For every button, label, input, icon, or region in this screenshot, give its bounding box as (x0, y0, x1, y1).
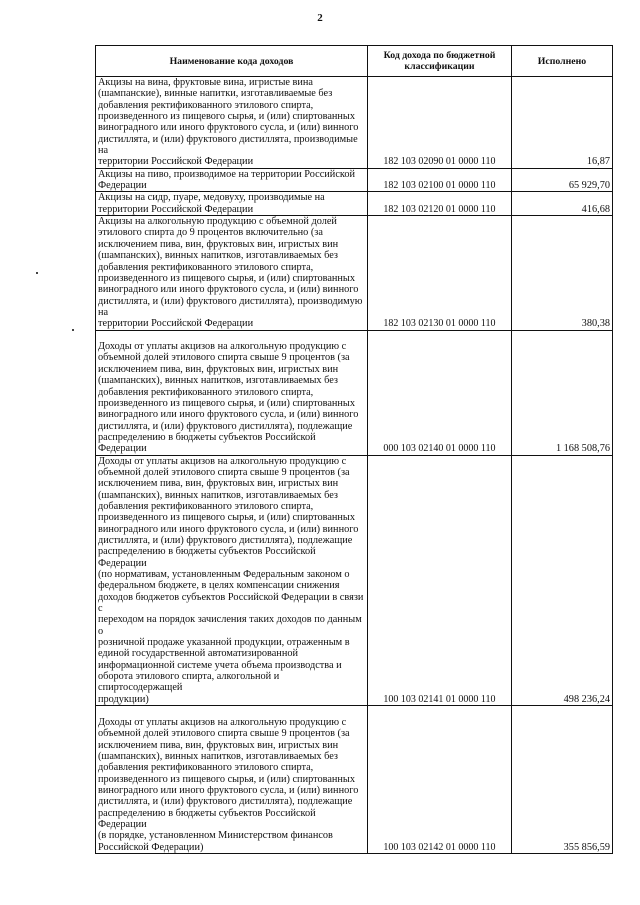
row-name: Акцизы на вина, фруктовые вина, игристые вина (шампанские), винные напитки, изготавливаемые без добавления ректификованного этилового спирта, произведенного из пищевого сырья, и (или) спиртованных виноградного или иного фруктового сусла, и (или) винного дистиллята, и (или) фруктового дистиллята, производимые на территории Российской Федерации (96, 77, 368, 169)
row-executed: 16,87 (512, 77, 613, 169)
table-row (96, 168, 613, 192)
header-code: Код дохода по бюджетной классификации (368, 46, 512, 77)
table-row (96, 192, 613, 216)
margin-dot (72, 329, 74, 331)
row-code: 182 103 02090 01 0000 110 (368, 77, 512, 169)
table-row (96, 330, 613, 455)
row-executed: 416,68 (512, 192, 613, 216)
row-code: 182 103 02130 01 0000 110 (368, 216, 512, 330)
page-number: 2 (317, 12, 323, 24)
row-code: 000 103 02140 01 0000 110 (368, 330, 512, 455)
row-executed: 380,38 (512, 216, 613, 330)
table-header-row (96, 46, 613, 77)
row-name: Доходы от уплаты акцизов на алкогольную продукцию с объемной долей этилового спирта свыше 9 процентов (за исключением пива, вин, фруктовых вин, игристых вин (шампанских), винных напитков, изготавливаемых без добавления ректификованного этилового спирта, произведенного из пищевого сырья, и (или) спиртованных виноградного или иного фруктового сусла, и (или) винного дистиллята, и (или) фруктового дистиллята), подлежащие распределению в бюджеты субъектов Российской Федерации (в порядке, установленном Министерством финансов Российской Федерации) (96, 706, 368, 854)
row-code: 100 103 02141 01 0000 110 (368, 455, 512, 706)
row-executed: 65 929,70 (512, 168, 613, 192)
row-name: Акцизы на пиво, производимое на территории Российской Федерации (96, 168, 368, 192)
header-name: Наименование кода доходов (96, 46, 368, 77)
row-name: Акцизы на сидр, пуаре, медовуху, производимые на территории Российской Федерации (96, 192, 368, 216)
row-name: Доходы от уплаты акцизов на алкогольную продукцию с объемной долей этилового спирта свыше 9 процентов (за исключением пива, вин, фруктовых вин, игристых вин (шампанских), винных напитков, изготавливаемых без добавления ректификованного этилового спирта, произведенного из пищевого сырья, и (или) спиртованных виноградного или иного фруктового сусла, и (или) винного дистиллята, и (или) фруктового дистиллята), подлежащие распределению в бюджеты субъектов Российской Федерации (по нормативам, установленным Федеральным законом о федеральном бюджете, в целях компенсации снижения доходов бюджетов субъектов Российской Федерации в связи с переходом на порядок зачисления таких доходов по данным о розничной продаже указанной продукции, отраженным в единой государственной автоматизированной информационной системе учета объема производства и оборота этилового спирта, алкогольной и спиртосодержащей продукции) (96, 455, 368, 706)
row-executed: 355 856,59 (512, 706, 613, 854)
row-executed: 498 236,24 (512, 455, 613, 706)
table-row (96, 706, 613, 854)
revenue-table (95, 45, 613, 854)
row-code: 100 103 02142 01 0000 110 (368, 706, 512, 854)
margin-dot (36, 272, 38, 274)
table-row (96, 77, 613, 169)
row-code: 182 103 02100 01 0000 110 (368, 168, 512, 192)
row-executed: 1 168 508,76 (512, 330, 613, 455)
table-row (96, 216, 613, 330)
row-code: 182 103 02120 01 0000 110 (368, 192, 512, 216)
table-row (96, 455, 613, 706)
row-name: Доходы от уплаты акцизов на алкогольную продукцию с объемной долей этилового спирта свыше 9 процентов (за исключением пива, вин, фруктовых вин, игристых вин (шампанских), винных напитков, изготавливаемых без добавления ректификованного этилового спирта, произведенного из пищевого сырья, и (или) спиртованных виноградного или иного фруктового сусла, и (или) винного дистиллята, и (или) фруктового дистиллята), подлежащие распределению в бюджеты субъектов Российской Федерации (96, 330, 368, 455)
row-name: Акцизы на алкогольную продукцию с объемной долей этилового спирта до 9 процентов включительно (за исключением пива, вин, фруктовых вин, игристых вин (шампанских), винных напитков, изготавливаемых без добавления ректификованного этилового спирта, произведенного из пищевого сырья, и (или) спиртованных виноградного или иного фруктового сусла, и (или) винного дистиллята, и (или) фруктового дистиллята), производимую на территории Российской Федерации (96, 216, 368, 330)
header-executed: Исполнено (512, 46, 613, 77)
